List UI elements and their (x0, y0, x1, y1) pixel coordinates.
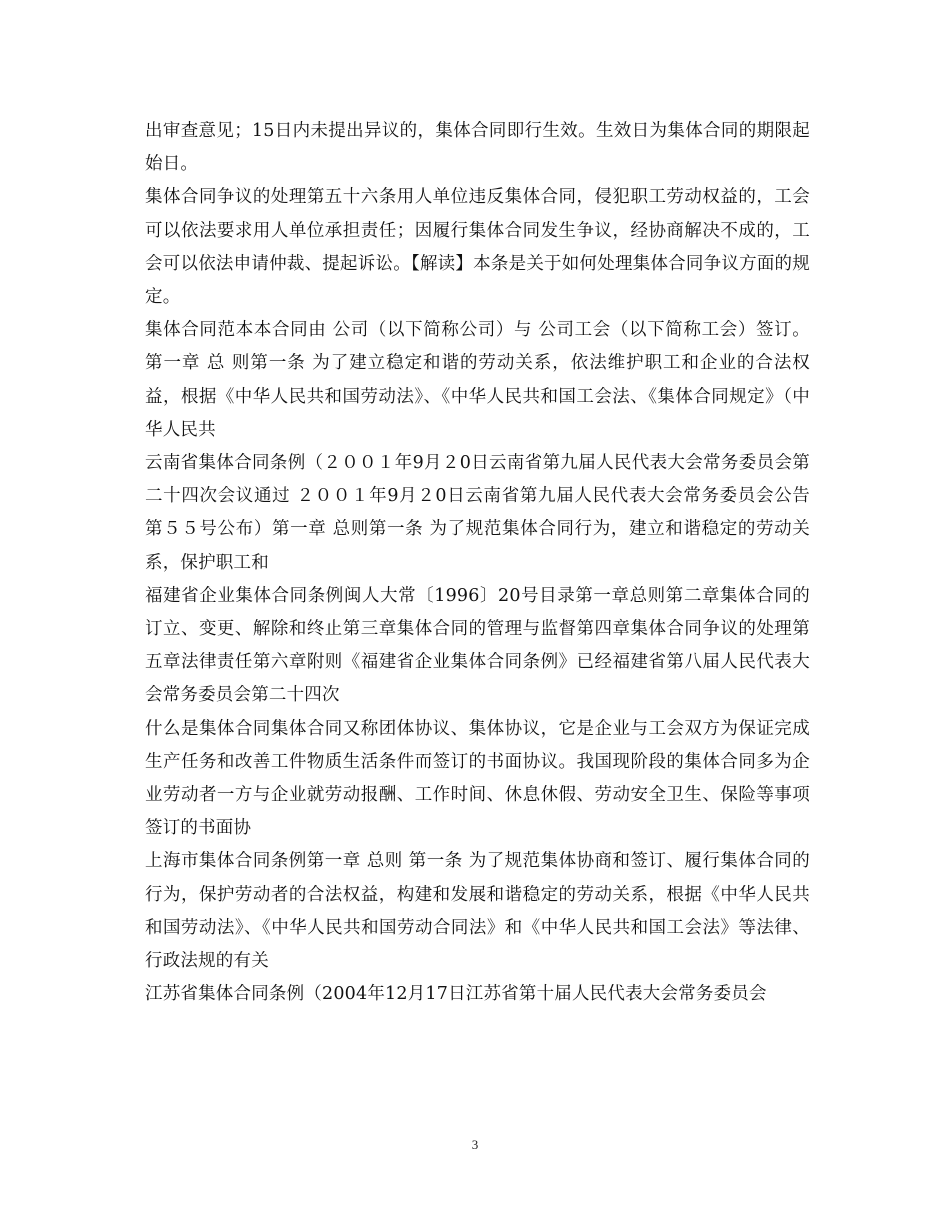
paragraph-contract-template: 集体合同范本本合同由 公司（以下简称公司）与 公司工会（以下简称工会）签订。第一章 总 则第一条 为了建立稳定和谐的劳动关系，依法维护职工和企业的合法权益，根据《中华人民共和国劳动法》、《中华人民共和国工会法、《集体合同规定》（中华人民共 (145, 320, 810, 440)
paragraph-what-is-collective-contract: 什么是集体合同集体合同又称团体协议、集体协议，它是企业与工会双方为保证完成生产任务和改善工件物质生活条件而签订的书面协议。我国现阶段的集体合同多为企业劳动者一方与企业就劳动报酬、工作时间、休息休假、劳动安全卫生、保险等事项签订的书面协 (145, 718, 810, 839)
paragraph-jiangsu-regulation: 江苏省集体合同条例（2004年12月17日江苏省第十届人民代表大会常务委员会 (145, 984, 767, 1005)
paragraph-dispute-handling: 集体合同争议的处理第五十六条用人单位违反集体合同，侵犯职工劳动权益的，工会可以依法要求用人单位承担责任；因履行集体合同发生争议，经协商解决不成的，工会可以依法申请仲裁、提起诉讼。【解读】本条是关于如何处理集体合同争议方面的规定。 (145, 187, 810, 308)
paragraph-review-opinion: 出审查意见；15日内未提出异议的，集体合同即行生效。生效日为集体合同的期限起始日。 (145, 121, 810, 175)
paragraph-yunnan-regulation: 云南省集体合同条例（２００１年9月２0日云南省第九届人民代表大会常务委员会第二十四次会议通过 ２００１年9月２0日云南省第九届人民代表大会常务委员会公告第５５号公布）第一章 总则第一条 为了规范集体合同行为，建立和谐稳定的劳动关系，保护职工和 (145, 453, 810, 573)
paragraph-shanghai-regulation: 上海市集体合同条例第一章 总则 第一条 为了规范集体协商和签订、履行集体合同的行为，保护劳动者的合法权益，构建和发展和谐稳定的劳动关系，根据《中华人民共和国劳动法》、《中华人民共和国劳动合同法》和《中华人民共和国工会法》等法律、行政法规的有关 (145, 851, 810, 972)
page-number: 3 (471, 1137, 479, 1152)
document-body (145, 115, 810, 1011)
paragraph-fujian-regulation: 福建省企业集体合同条例闽人大常〔1996〕20号目录第一章总则第二章集体合同的订立、变更、解除和终止第三章集体合同的管理与监督第四章集体合同争议的处理第五章法律责任第六章附则《福建省企业集体合同条例》已经福建省第八届人民代表大会常务委员会第二十四次 (145, 585, 810, 706)
